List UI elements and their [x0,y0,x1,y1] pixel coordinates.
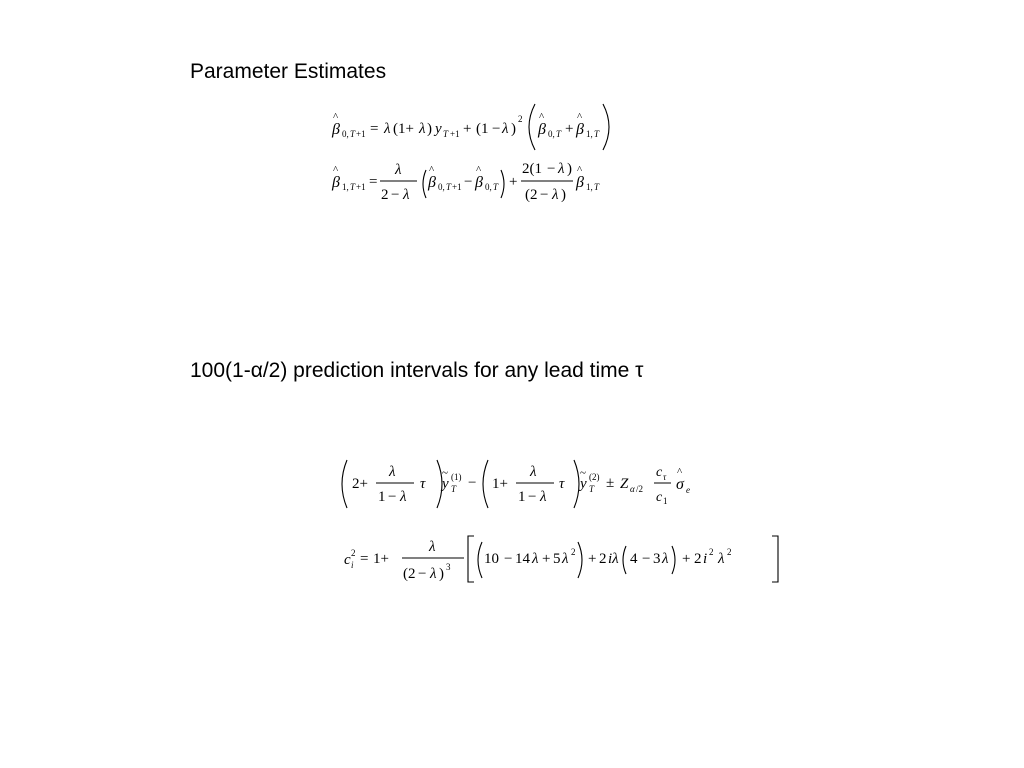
svg-text:(2: (2 [525,187,538,203]
svg-text:−: − [642,551,651,567]
svg-text:(2: (2 [403,566,416,582]
svg-text:T: T [350,129,356,139]
svg-text:+: + [682,551,691,567]
svg-text:−: − [388,489,397,505]
svg-text:T: T [350,182,356,192]
svg-text:σ: σ [676,476,684,493]
svg-text:+: + [542,551,551,567]
svg-text:λ: λ [430,566,437,582]
svg-text:c: c [656,490,663,505]
heading-parameter-estimates: Parameter Estimates [190,60,387,83]
svg-text:T: T [589,484,595,494]
svg-text:λ: λ [562,551,569,567]
svg-text:e: e [686,485,690,495]
svg-text:y: y [435,121,442,137]
svg-text:(2): (2) [589,472,600,482]
svg-text:(1+: (1+ [393,121,414,137]
svg-text:~: ~ [442,467,448,479]
svg-text:1+: 1+ [492,476,508,492]
svg-text:τ: τ [420,476,426,492]
svg-text:λ: λ [389,464,396,480]
svg-text:λ: λ [502,121,509,137]
svg-text:^: ^ [577,111,583,123]
svg-text:T: T [556,129,562,139]
svg-text:β: β [576,121,584,138]
svg-text:2: 2 [571,547,576,557]
svg-text:): ) [567,161,572,177]
svg-text:−: − [464,174,473,190]
svg-text:τ: τ [663,472,667,482]
svg-text:+: + [463,121,472,137]
svg-text:β: β [576,174,584,191]
svg-text:2: 2 [709,547,714,557]
svg-text:1: 1 [518,489,526,505]
svg-text:β: β [332,174,340,191]
svg-text:(1: (1 [476,121,489,137]
svg-text:1,: 1, [586,182,593,192]
svg-text:=: = [370,121,379,137]
svg-text:2(1: 2(1 [522,161,542,177]
svg-text:1: 1 [378,489,386,505]
svg-text:^: ^ [677,466,683,478]
svg-text:~: ~ [580,467,586,479]
svg-text:1+: 1+ [373,551,389,567]
svg-text:−: − [504,551,513,567]
svg-text:α: α [630,484,635,494]
svg-text:/2: /2 [636,484,644,494]
svg-text:^: ^ [333,164,339,176]
svg-text:14: 14 [515,551,530,567]
svg-text:y: y [442,476,449,492]
svg-text:2: 2 [518,114,523,124]
svg-text:10: 10 [484,551,499,567]
svg-text:): ) [511,121,516,137]
svg-text:4: 4 [630,551,638,567]
svg-text:λ: λ [552,187,559,203]
svg-text:i: i [703,551,708,567]
svg-text:^: ^ [577,164,583,176]
svg-text:1: 1 [663,496,668,506]
svg-text:+1: +1 [452,182,462,192]
svg-text:−: − [540,187,549,203]
svg-text:λ: λ [530,464,537,480]
svg-text:3: 3 [653,551,661,567]
svg-text:−: − [468,475,477,491]
svg-text:λ: λ [540,489,547,505]
svg-text:0,: 0, [342,129,349,139]
svg-text:): ) [439,566,444,582]
svg-text:λ: λ [662,551,669,567]
svg-text:^: ^ [429,164,435,176]
svg-text:+: + [565,121,574,137]
svg-text:T: T [594,182,600,192]
svg-text:(1): (1) [451,472,462,482]
svg-text:T: T [443,129,449,139]
equation-beta1-update [325,152,625,212]
svg-text:^: ^ [333,111,339,123]
svg-text:=: = [369,174,378,190]
svg-text:Z: Z [620,476,629,492]
svg-text:2: 2 [694,551,702,567]
svg-text:3: 3 [446,562,451,572]
svg-text:1,: 1, [342,182,349,192]
svg-text:β: β [428,174,436,191]
svg-text:τ: τ [559,476,565,492]
svg-text:2: 2 [599,551,607,567]
svg-text:): ) [427,121,432,137]
svg-text:λ: λ [558,161,565,177]
svg-text:+1: +1 [450,129,460,139]
svg-text:2: 2 [727,547,732,557]
equation-beta0-update [325,100,625,154]
svg-text:0,: 0, [548,129,555,139]
svg-text:2: 2 [351,548,356,558]
svg-text:0,: 0, [438,182,445,192]
svg-text:β: β [332,121,340,138]
svg-text:1,: 1, [586,129,593,139]
svg-text:T: T [594,129,600,139]
svg-text:λ: λ [532,551,539,567]
svg-text:β: β [475,174,483,191]
svg-text:5: 5 [553,551,561,567]
svg-text:y: y [580,476,587,492]
svg-text:T: T [446,182,452,192]
svg-text:i: i [351,560,354,570]
svg-text:=: = [360,551,369,567]
svg-text:−: − [547,161,556,177]
svg-text:+1: +1 [356,129,366,139]
svg-text:±: ± [606,475,615,491]
equation-ci-squared [340,532,790,596]
svg-text:^: ^ [476,164,482,176]
svg-text:T: T [493,182,499,192]
svg-text:−: − [492,121,501,137]
svg-text:λ: λ [429,539,436,555]
svg-text:c: c [656,465,663,480]
svg-text:+: + [588,551,597,567]
svg-text:+: + [509,174,518,190]
svg-text:−: − [391,187,400,203]
svg-text:λ: λ [419,121,426,137]
svg-text:): ) [561,187,566,203]
svg-text:0,: 0, [485,182,492,192]
svg-text:2+: 2+ [352,476,368,492]
svg-text:−: − [528,489,537,505]
equation-prediction-interval [338,452,708,516]
svg-text:+1: +1 [356,182,366,192]
svg-text:λ: λ [718,551,725,567]
svg-text:λ: λ [395,162,402,178]
svg-text:c: c [344,552,351,568]
svg-text:λ: λ [403,187,410,203]
svg-text:λ: λ [384,121,391,137]
svg-text:T: T [451,484,457,494]
heading-prediction-intervals: 100(1-α/2) prediction intervals for any lead time τ [190,359,644,382]
svg-text:iλ: iλ [608,551,619,567]
svg-text:−: − [418,566,427,582]
svg-text:λ: λ [400,489,407,505]
svg-text:^: ^ [539,111,545,123]
svg-text:β: β [538,121,546,138]
svg-text:2: 2 [381,187,389,203]
